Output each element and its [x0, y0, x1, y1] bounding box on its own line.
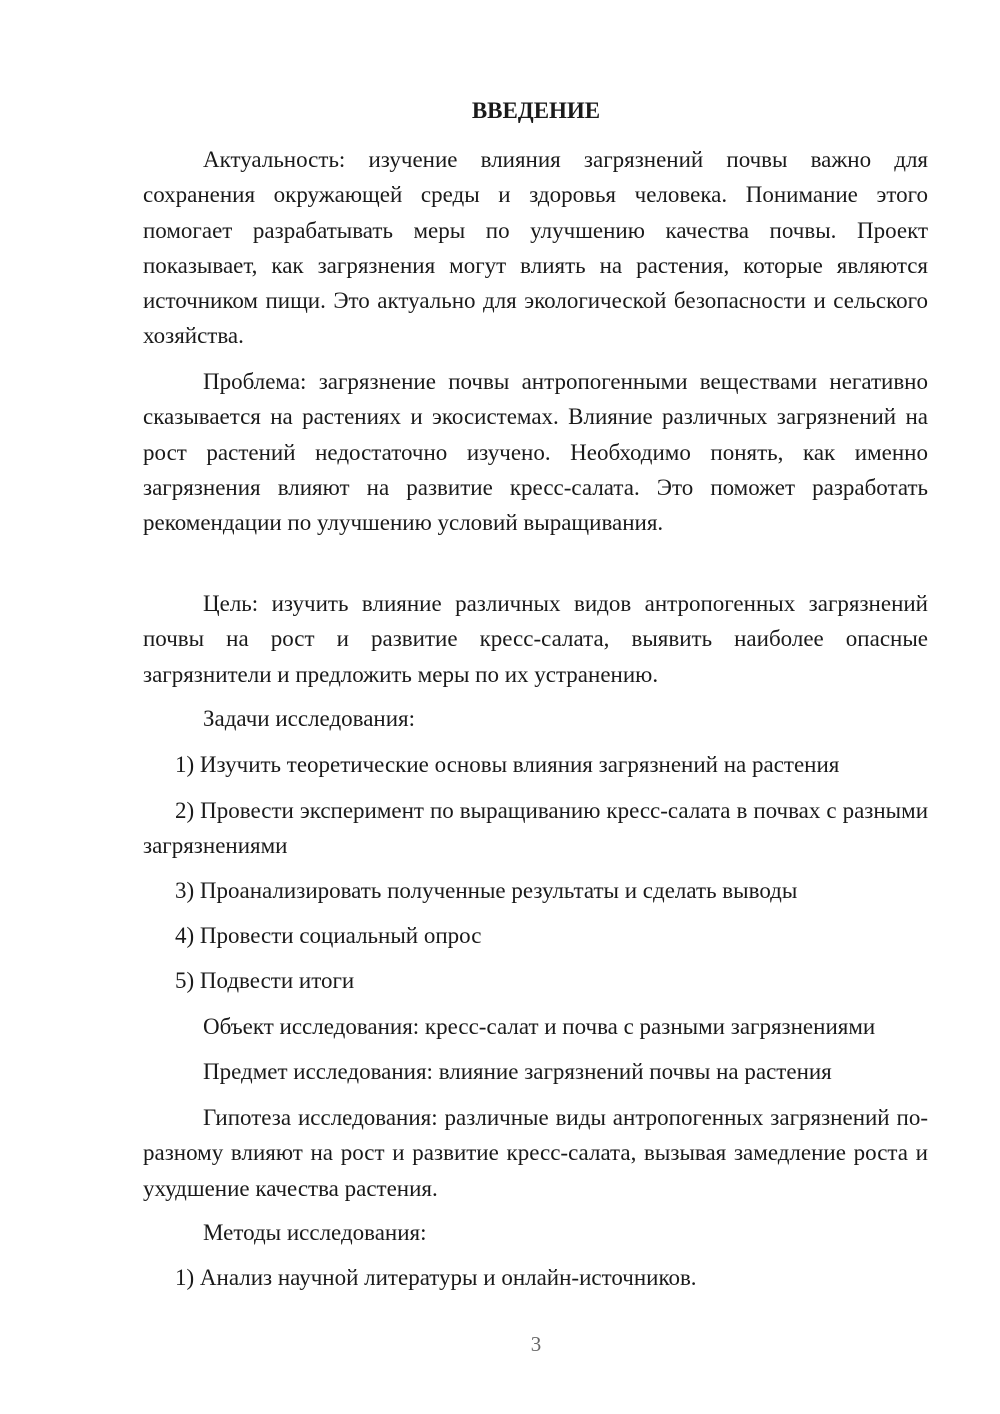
research-subject: Предмет исследования: влияние загрязнений почвы на растения [203, 1059, 832, 1084]
goal-paragraph: Цель: изучить влияние различных видов антропогенных загрязнений почвы на рост и развитие кресс-салата, выявить наиболее опасные загрязнители и предложить меры по их устранению. [143, 591, 928, 687]
tasks-label: Задачи исследования: [203, 706, 416, 731]
relevance-paragraph: Актуальность: изучение влияния загрязнений почвы важно для сохранения окружающей среды и здоровья человека. Понимание этого помогает разрабатывать меры по улучшению качества почвы. Проект показывает, как загрязнения могут влиять на растения, которые являются источником пищи. Это актуально для экологической безопасности и сельского хозяйства. [143, 147, 928, 349]
hypothesis-paragraph: Гипотеза исследования: различные виды антропогенных загрязнений по-разному влияют на рост и развитие кресс-салата, вызывая замедление роста и ухудшение качества растения. [143, 1105, 928, 1201]
task-item: 3) Проанализировать полученные результаты и сделать выводы [175, 878, 798, 903]
task-item: 5) Подвести итоги [175, 968, 355, 993]
methods-label: Методы исследования: [203, 1220, 427, 1245]
task-item: 1) Изучить теоретические основы влияния загрязнений на растения [175, 752, 840, 777]
research-object: Объект исследования: кресс-салат и почва с разными загрязнениями [203, 1014, 876, 1039]
task-item: 4) Провести социальный опрос [175, 923, 482, 948]
page-heading: ВВЕДЕНИЕ [471, 98, 601, 123]
page-number: 3 [530, 1332, 542, 1356]
method-item: 1) Анализ научной литературы и онлайн-источников. [175, 1265, 697, 1290]
task-item: 2) Провести эксперимент по выращиванию кресс-салата в почвах с разными загрязнениями [143, 798, 928, 859]
problem-paragraph: Проблема: загрязнение почвы антропогенными веществами негативно сказывается на растениях и экосистемах. Влияние различных загрязнений на рост растений недостаточно изучено. Необходимо понять, как именно загрязнения влияют на развитие кресс-салата. Это поможет разработать рекомендации по улучшению условий выращивания. [143, 369, 928, 536]
